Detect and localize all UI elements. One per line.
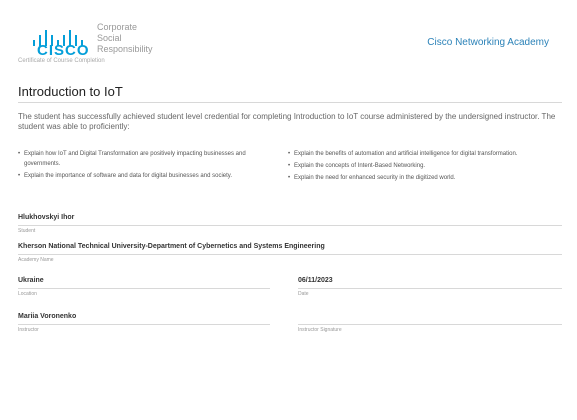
academy-field — [18, 242, 562, 263]
outcome-item: • Explain the concepts of Intent-Based Networking. — [288, 161, 533, 171]
date-value: 06/11/2023 — [298, 277, 333, 284]
outcome-item: • Explain the benefits of automation and artificial intelligence for digital transformation. — [288, 149, 533, 159]
field-divider — [298, 324, 562, 325]
outcomes-left-list — [18, 149, 263, 183]
csr-label — [97, 22, 177, 55]
csr-line-2: Social — [97, 33, 122, 43]
instructor-label: Instructor — [18, 327, 39, 333]
field-divider — [298, 288, 562, 289]
student-name: Hlukhovskyi Ihor — [18, 214, 75, 221]
course-title: Introduction to IoT — [18, 84, 123, 99]
location-value: Ukraine — [18, 277, 44, 284]
field-divider — [18, 225, 562, 226]
outcomes-right-list — [288, 149, 533, 185]
field-divider — [18, 254, 562, 255]
outcome-item: • Explain the need for enhanced security in the digitized world. — [288, 173, 533, 183]
csr-line-1: Corporate — [97, 22, 138, 32]
location-label: Location — [18, 291, 37, 297]
academy-label: Academy Name — [18, 257, 54, 263]
location-field — [18, 276, 270, 297]
certificate-subtitle: Certificate of Course Completion — [18, 58, 105, 64]
outcome-item: • Explain how IoT and Digital Transformation are positively impacting businesses and governments. — [18, 149, 263, 169]
field-divider — [18, 288, 270, 289]
academy-name: Kherson National Technical University-Department of Cybernetics and Systems Engineering — [18, 243, 325, 250]
signature-label: Instructor Signature — [298, 327, 342, 333]
date-label: Date — [298, 291, 309, 297]
outcome-item: • Explain the importance of software and data for digital businesses and society. — [18, 171, 263, 181]
signature-blank — [298, 312, 562, 321]
cisco-wordmark: CISCO — [37, 42, 90, 59]
completion-statement: The student has successfully achieved student level credential for completing Introduction to IoT course administered by the undersigned instructor. The student was able to proficiently: — [18, 112, 556, 131]
title-divider — [18, 102, 562, 103]
instructor-name: Mariia Voronenko — [18, 313, 77, 320]
date-field — [298, 276, 562, 297]
instructor-field — [18, 312, 270, 333]
signature-field — [298, 312, 562, 333]
csr-line-3: Responsibility — [97, 44, 153, 54]
student-field — [18, 213, 562, 234]
field-divider — [18, 324, 270, 325]
student-label: Student — [18, 228, 36, 234]
networking-academy-label: Cisco Networking Academy — [427, 37, 549, 48]
